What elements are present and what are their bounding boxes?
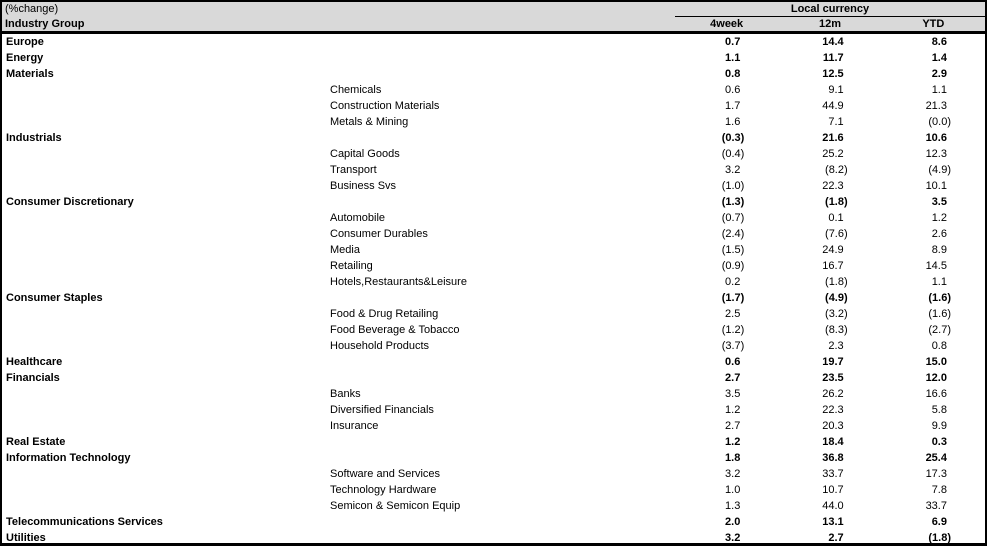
value-4week: 0.2: [725, 276, 741, 288]
value-ytd: (2.7): [928, 324, 951, 336]
value-4week: 1.3: [725, 500, 741, 512]
col-12m-cell: [778, 260, 881, 272]
value-12m: 14.4: [822, 36, 844, 48]
value-ytd: 8.9: [931, 244, 947, 256]
col-ytd-cell: [882, 228, 985, 240]
header-row-currency: [2, 2, 985, 17]
value-12m: 36.8: [822, 452, 844, 464]
row-values: [675, 372, 985, 384]
value-12m: 22.3: [822, 404, 844, 416]
row-label: Diversified Financials: [330, 404, 434, 416]
col-ytd-cell: [882, 372, 985, 384]
column-header-ytd: YTD: [922, 17, 945, 30]
row-values: [675, 340, 985, 352]
value-4week: 3.5: [725, 388, 741, 400]
row-label: Insurance: [330, 420, 379, 432]
row-values: [675, 260, 985, 272]
col-12m-cell: [778, 388, 881, 400]
value-ytd: 25.4: [925, 452, 947, 464]
row-label: Energy: [6, 52, 44, 64]
value-4week: 3.2: [725, 164, 741, 176]
value-12m: (4.9): [825, 292, 848, 304]
col-4week-cell: [675, 148, 778, 160]
value-ytd: (1.6): [928, 308, 951, 320]
row-label: Retailing: [330, 260, 373, 272]
col-12m-cell: [778, 500, 881, 512]
table-row: [2, 50, 985, 66]
value-4week: (1.3): [721, 196, 745, 208]
row-label: Household Products: [330, 340, 430, 352]
row-label: Consumer Staples: [6, 292, 103, 304]
value-12m: 23.5: [822, 372, 844, 384]
col-4week-cell: [675, 468, 778, 480]
col-12m-cell: [778, 484, 881, 496]
row-label: Capital Goods: [330, 148, 400, 160]
value-ytd: 2.6: [931, 228, 947, 240]
col-4week-cell: [675, 212, 778, 224]
table-row: [2, 354, 985, 370]
col-ytd-cell: [882, 132, 985, 144]
row-values: [675, 420, 985, 432]
row-values: [675, 68, 985, 80]
table-row: [2, 514, 985, 530]
value-4week: 2.7: [725, 372, 741, 384]
value-ytd: 1.1: [931, 276, 947, 288]
table-row: [2, 194, 985, 210]
value-ytd: 5.8: [931, 404, 947, 416]
col-12m-cell: [778, 132, 881, 144]
row-values: [675, 244, 985, 256]
row-values: [675, 116, 985, 128]
col-12m-cell: [778, 196, 881, 208]
value-ytd: 12.0: [925, 372, 947, 384]
row-label: Construction Materials: [330, 100, 440, 112]
table-row: [2, 322, 985, 338]
row-label: Industrials: [6, 132, 62, 144]
col-4week-cell: [675, 516, 778, 528]
col-4week-cell: [675, 244, 778, 256]
value-12m: 20.3: [822, 420, 844, 432]
value-12m: (1.8): [825, 196, 848, 208]
col-4week-cell: [675, 308, 778, 320]
col-ytd-cell: [882, 436, 985, 448]
col-ytd-cell: [882, 340, 985, 352]
col-ytd-cell: [882, 324, 985, 336]
col-ytd-cell: [882, 516, 985, 528]
value-ytd: (4.9): [928, 164, 951, 176]
percent-change-label: (%change): [5, 3, 59, 16]
value-ytd: 1.1: [931, 84, 947, 96]
value-ytd: 2.9: [931, 68, 947, 80]
col-12m-cell: [778, 436, 881, 448]
col-4week-cell: [675, 532, 778, 544]
col-4week-cell: [675, 356, 778, 368]
col-4week-cell: [675, 276, 778, 288]
value-4week: 1.1: [725, 52, 741, 64]
row-values: [675, 468, 985, 480]
row-label: Hotels,Restaurants&Leisure: [330, 276, 467, 288]
row-label: Consumer Discretionary: [6, 196, 134, 208]
value-ytd: (1.6): [928, 292, 951, 304]
col-12m-cell: [778, 116, 881, 128]
value-ytd: 6.9: [931, 516, 947, 528]
col-ytd-cell: [882, 52, 985, 64]
table-row: [2, 418, 985, 434]
col-ytd-cell: [882, 500, 985, 512]
col-4week-cell: [675, 164, 778, 176]
col-4week-cell: [675, 436, 778, 448]
value-12m: 2.7: [828, 532, 844, 544]
value-ytd: 14.5: [925, 260, 947, 272]
table-header: [2, 2, 985, 34]
value-ytd: 7.8: [931, 484, 947, 496]
col-12m-cell: [778, 84, 881, 96]
value-4week: 0.8: [725, 68, 741, 80]
row-label: Materials: [6, 68, 54, 80]
value-12m: 44.0: [822, 500, 844, 512]
value-12m: (7.6): [825, 228, 848, 240]
row-label: Media: [330, 244, 360, 256]
col-ytd-cell: [882, 468, 985, 480]
col-4week-cell: [675, 372, 778, 384]
value-4week: 3.2: [725, 468, 741, 480]
row-values: [675, 100, 985, 112]
value-4week: 3.2: [725, 532, 741, 544]
value-4week: 0.7: [725, 36, 741, 48]
col-12m-cell: [778, 36, 881, 48]
value-12m: 16.7: [822, 260, 844, 272]
row-values: [675, 324, 985, 336]
table-row: [2, 258, 985, 274]
row-label: Food Beverage & Tobacco: [330, 324, 460, 336]
value-ytd: 8.6: [931, 36, 947, 48]
col-12m-cell: [778, 340, 881, 352]
row-values: [675, 404, 985, 416]
value-ytd: 9.9: [931, 420, 947, 432]
value-12m: 21.6: [822, 132, 844, 144]
col-12m-cell: [778, 420, 881, 432]
row-values: [675, 532, 985, 544]
row-values: [675, 308, 985, 320]
row-label: Financials: [6, 372, 60, 384]
table-row: [2, 274, 985, 290]
row-values: [675, 388, 985, 400]
value-12m: 33.7: [822, 468, 844, 480]
row-values: [675, 452, 985, 464]
col-ytd-cell: [882, 148, 985, 160]
col-ytd-cell: [882, 180, 985, 192]
col-12m-cell: [778, 468, 881, 480]
local-currency-label: Local currency: [675, 2, 985, 17]
value-12m: 24.9: [822, 244, 844, 256]
col-12m-cell: [778, 372, 881, 384]
value-4week: 2.7: [725, 420, 741, 432]
col-ytd-cell: [882, 260, 985, 272]
col-4week-cell: [675, 420, 778, 432]
value-ytd: 0.3: [931, 436, 947, 448]
value-4week: 1.2: [725, 404, 741, 416]
col-4week-cell: [675, 260, 778, 272]
value-ytd: (1.8): [928, 532, 951, 544]
row-values: [675, 356, 985, 368]
value-ytd: 10.1: [925, 180, 947, 192]
row-label: Telecommunications Services: [6, 516, 163, 528]
row-label: Software and Services: [330, 468, 441, 480]
value-12m: 44.9: [822, 100, 844, 112]
row-label: Utilities: [6, 532, 46, 544]
row-values: [675, 516, 985, 528]
row-values: [675, 500, 985, 512]
col-4week-cell: [675, 500, 778, 512]
value-4week: (0.7): [721, 212, 745, 224]
col-ytd-cell: [882, 308, 985, 320]
value-ytd: 12.3: [925, 148, 947, 160]
col-12m-cell: [778, 276, 881, 288]
table-row: [2, 146, 985, 162]
value-12m: 12.5: [822, 68, 844, 80]
col-12m-cell: [778, 68, 881, 80]
row-values: [675, 228, 985, 240]
col-ytd-cell: [882, 68, 985, 80]
value-12m: 11.7: [822, 52, 844, 64]
col-12m-cell: [778, 52, 881, 64]
value-12m: 22.3: [822, 180, 844, 192]
col-4week-cell: [675, 340, 778, 352]
col-ytd-cell: [882, 292, 985, 304]
col-4week-cell: [675, 132, 778, 144]
value-12m: 25.2: [822, 148, 844, 160]
col-4week-cell: [675, 68, 778, 80]
table-body: [2, 34, 985, 546]
col-12m-cell: [778, 452, 881, 464]
value-4week: 0.6: [725, 84, 741, 96]
table-row: [2, 242, 985, 258]
row-label: Chemicals: [330, 84, 382, 96]
value-4week: 1.8: [725, 452, 741, 464]
row-label: Consumer Durables: [330, 228, 428, 240]
col-4week-cell: [675, 324, 778, 336]
row-values: [675, 164, 985, 176]
table-row: [2, 226, 985, 242]
col-12m-cell: [778, 404, 881, 416]
row-values: [675, 212, 985, 224]
col-ytd-cell: [882, 356, 985, 368]
col-ytd-cell: [882, 244, 985, 256]
col-ytd-cell: [882, 84, 985, 96]
value-4week: 1.7: [725, 100, 741, 112]
value-4week: (3.7): [721, 340, 745, 352]
col-12m-cell: [778, 516, 881, 528]
row-values: [675, 148, 985, 160]
value-4week: 0.6: [725, 356, 741, 368]
value-12m: (8.2): [825, 164, 848, 176]
column-header-4week: 4week: [710, 17, 744, 30]
table-row: [2, 34, 985, 50]
col-12m-cell: [778, 228, 881, 240]
value-12m: 0.1: [828, 212, 844, 224]
row-label: Information Technology: [6, 452, 131, 464]
row-label: Business Svs: [330, 180, 397, 192]
table-row: [2, 370, 985, 386]
row-label: Automobile: [330, 212, 386, 224]
col-ytd-cell: [882, 276, 985, 288]
value-12m: 19.7: [822, 356, 844, 368]
table-row: [2, 98, 985, 114]
table-row: [2, 82, 985, 98]
row-values: [675, 180, 985, 192]
value-ytd: 17.3: [925, 468, 947, 480]
col-12m-cell: [778, 180, 881, 192]
row-values: [675, 132, 985, 144]
row-label: Healthcare: [6, 356, 63, 368]
value-ytd: 33.7: [925, 500, 947, 512]
row-label: Europe: [6, 36, 44, 48]
row-label: Real Estate: [6, 436, 66, 448]
col-4week-cell: [675, 180, 778, 192]
table-row: [2, 386, 985, 402]
col-ytd-cell: [882, 532, 985, 544]
value-ytd: 10.6: [925, 132, 947, 144]
value-12m: 7.1: [828, 116, 844, 128]
value-ytd: 15.0: [925, 356, 947, 368]
col-ytd-cell: [882, 388, 985, 400]
table-row: [2, 114, 985, 130]
col-ytd-cell: [882, 212, 985, 224]
row-values: [675, 84, 985, 96]
row-label: Transport: [330, 164, 377, 176]
row-values: [675, 292, 985, 304]
table-row: [2, 450, 985, 466]
col-ytd-cell: [882, 100, 985, 112]
table-row: [2, 466, 985, 482]
table-row: [2, 306, 985, 322]
row-label: Metals & Mining: [330, 116, 409, 128]
col-12m-cell: [778, 148, 881, 160]
table-row: [2, 434, 985, 450]
row-label: Semicon & Semicon Equip: [330, 500, 461, 512]
col-4week-cell: [675, 196, 778, 208]
value-ytd: 1.4: [931, 52, 947, 64]
table-row: [2, 498, 985, 514]
value-12m: 13.1: [822, 516, 844, 528]
row-values: [675, 436, 985, 448]
col-12m-cell: [778, 100, 881, 112]
table-row: [2, 210, 985, 226]
value-12m: (8.3): [825, 324, 848, 336]
col-12m-cell: [778, 164, 881, 176]
row-label: Banks: [330, 388, 361, 400]
col-12m-cell: [778, 308, 881, 320]
row-values: [675, 484, 985, 496]
col-ytd-cell: [882, 196, 985, 208]
col-ytd-cell: [882, 116, 985, 128]
col-4week-cell: [675, 100, 778, 112]
value-4week: 2.5: [725, 308, 741, 320]
col-ytd-cell: [882, 164, 985, 176]
col-12m-cell: [778, 324, 881, 336]
value-4week: (0.4): [721, 148, 745, 160]
col-12m-cell: [778, 292, 881, 304]
value-12m: 2.3: [828, 340, 844, 352]
col-ytd-cell: [882, 484, 985, 496]
value-ytd: 16.6: [925, 388, 947, 400]
value-12m: 10.7: [822, 484, 844, 496]
period-columns: [675, 17, 985, 32]
value-ytd: (0.0): [928, 116, 951, 128]
row-values: [675, 52, 985, 64]
value-4week: (0.9): [721, 260, 745, 272]
row-values: [675, 276, 985, 288]
row-label: Food & Drug Retailing: [330, 308, 439, 320]
value-ytd: 21.3: [925, 100, 947, 112]
column-header-12m: 12m: [818, 17, 841, 30]
table-row: [2, 178, 985, 194]
table-row: [2, 66, 985, 82]
col-4week-cell: [675, 84, 778, 96]
col-ytd-cell: [882, 404, 985, 416]
value-4week: (1.5): [721, 244, 745, 256]
col-4week-cell: [675, 452, 778, 464]
col-ytd-cell: [882, 420, 985, 432]
table-row: [2, 162, 985, 178]
col-4week-cell: [675, 404, 778, 416]
value-ytd: 1.2: [931, 212, 947, 224]
value-4week: (0.3): [721, 132, 745, 144]
col-ytd-cell: [882, 36, 985, 48]
value-4week: (1.0): [721, 180, 745, 192]
col-12m-cell: [778, 532, 881, 544]
value-4week: 1.2: [725, 436, 741, 448]
value-12m: 26.2: [822, 388, 844, 400]
industry-group-label: Industry Group: [5, 17, 85, 30]
value-12m: (3.2): [825, 308, 848, 320]
value-4week: (1.7): [721, 292, 745, 304]
col-4week-cell: [675, 388, 778, 400]
col-12m-cell: [778, 356, 881, 368]
value-12m: 9.1: [828, 84, 844, 96]
value-4week: 1.0: [725, 484, 741, 496]
table-row: [2, 530, 985, 546]
col-12m-cell: [778, 244, 881, 256]
col-4week-cell: [675, 228, 778, 240]
value-4week: 2.0: [725, 516, 741, 528]
col-4week-cell: [675, 292, 778, 304]
table-row: [2, 482, 985, 498]
table-row: [2, 402, 985, 418]
col-ytd-cell: [882, 452, 985, 464]
col-4week-cell: [675, 116, 778, 128]
table-row: [2, 338, 985, 354]
value-4week: (1.2): [721, 324, 745, 336]
value-ytd: 3.5: [931, 196, 947, 208]
value-4week: (2.4): [721, 228, 745, 240]
value-4week: 1.6: [725, 116, 741, 128]
col-4week-cell: [675, 484, 778, 496]
row-values: [675, 196, 985, 208]
col-4week-cell: [675, 52, 778, 64]
col-4week-cell: [675, 36, 778, 48]
table-row: [2, 290, 985, 306]
value-12m: (1.8): [825, 276, 848, 288]
value-12m: 18.4: [822, 436, 844, 448]
row-label: Technology Hardware: [330, 484, 437, 496]
col-12m-cell: [778, 212, 881, 224]
row-values: [675, 36, 985, 48]
value-ytd: 0.8: [931, 340, 947, 352]
table-row: [2, 130, 985, 146]
header-row-columns: [2, 17, 985, 32]
